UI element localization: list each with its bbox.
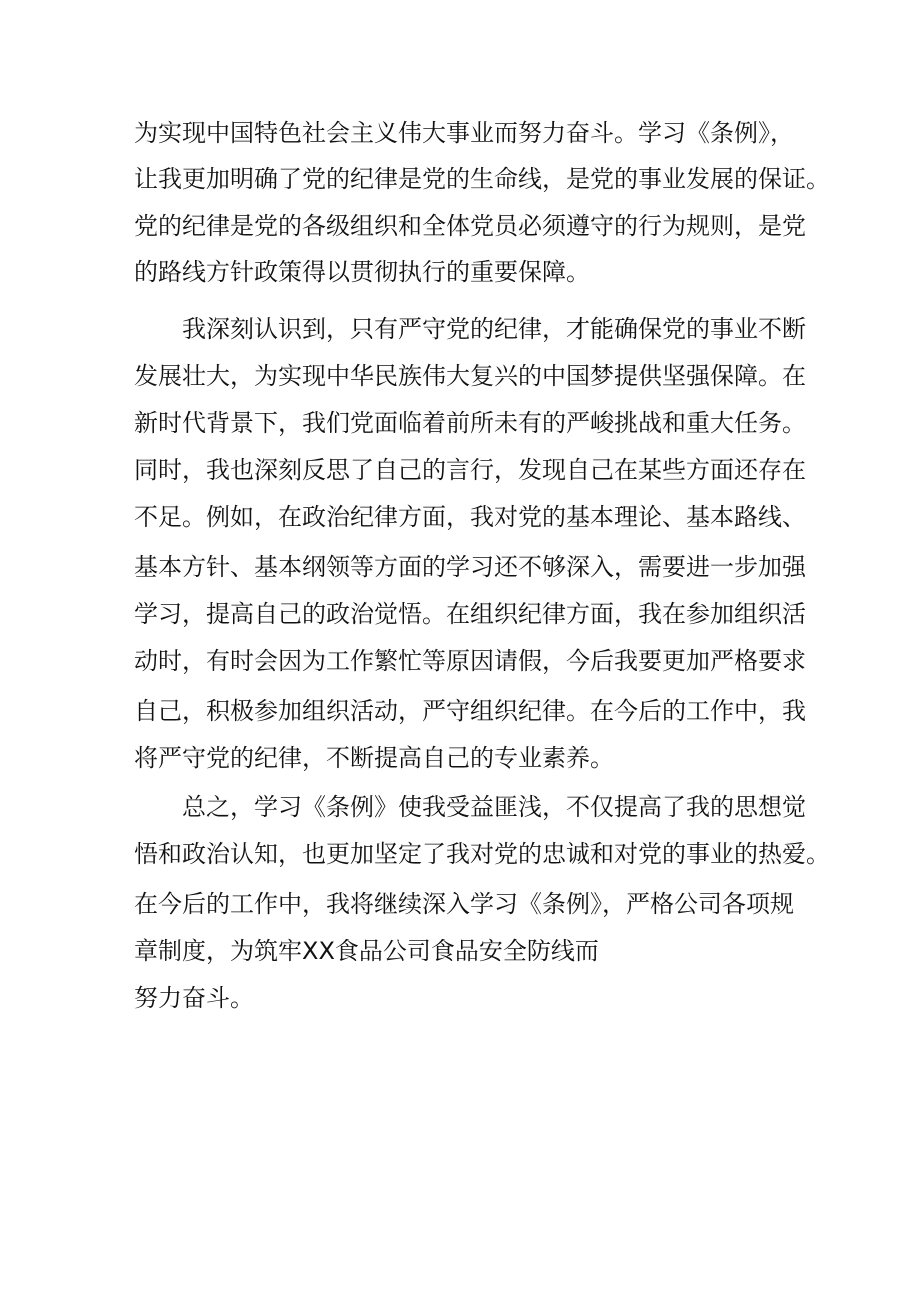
text-line: 党的纪律是党的各级组织和全体党员必须遵守的行为规则，是党 xyxy=(134,212,806,240)
text-line: 将严守党的纪律，不断提高自己的专业素养。 xyxy=(134,744,614,772)
paragraph-start-line: 我深刻认识到，只有严守党的纪律，才能确保党的事业不断 xyxy=(182,315,806,343)
text-line: 自己，积极参加组织活动，严守组织纪律。在今后的工作中，我 xyxy=(134,697,806,725)
text-line: 动时，有时会因为工作繁忙等原因请假，今后我要更加严格要求 xyxy=(134,647,806,675)
text-line: 努力奋斗。 xyxy=(134,984,254,1012)
text-line: 为实现中国特色社会主义伟大事业而努力奋斗。学习《条例》， xyxy=(134,119,794,147)
text-line: 让我更加明确了党的纪律是党的生命线，是党的事业发展的保证。 xyxy=(134,165,830,193)
text-line: 在今后的工作中，我将继续深入学习《条例》，严格公司各项规 xyxy=(134,890,794,918)
paragraph-start-line: 总之，学习《条例》使我受益匪浅，不仅提高了我的思想觉 xyxy=(182,793,806,821)
text-line: 悟和政治认知，也更加坚定了我对党的忠诚和对党的事业的热爱。 xyxy=(134,840,830,868)
text-line: 基本方针、基本纲领等方面的学习还不够深入，需要进一步加强 xyxy=(134,553,806,581)
text-line: 同时，我也深刻反思了自己的言行，发现自己在某些方面还存在 xyxy=(134,456,806,484)
text-line: 发展壮大，为实现中华民族伟大复兴的中国梦提供坚强保障。在 xyxy=(134,362,806,390)
text-line: 学习，提高自己的政治觉悟。在组织纪律方面，我在参加组织活 xyxy=(134,600,806,628)
text-line: 新时代背景下，我们党面临着前所未有的严峻挑战和重大任务。 xyxy=(134,409,806,437)
text-line: 的路线方针政策得以贯彻执行的重要保障。 xyxy=(134,258,590,286)
text-line: 章制度，为筑牢XX食品公司食品安全防线而 xyxy=(134,937,599,965)
text-line: 不足。例如，在政治纪律方面，我对党的基本理论、基本路线、 xyxy=(134,503,806,531)
